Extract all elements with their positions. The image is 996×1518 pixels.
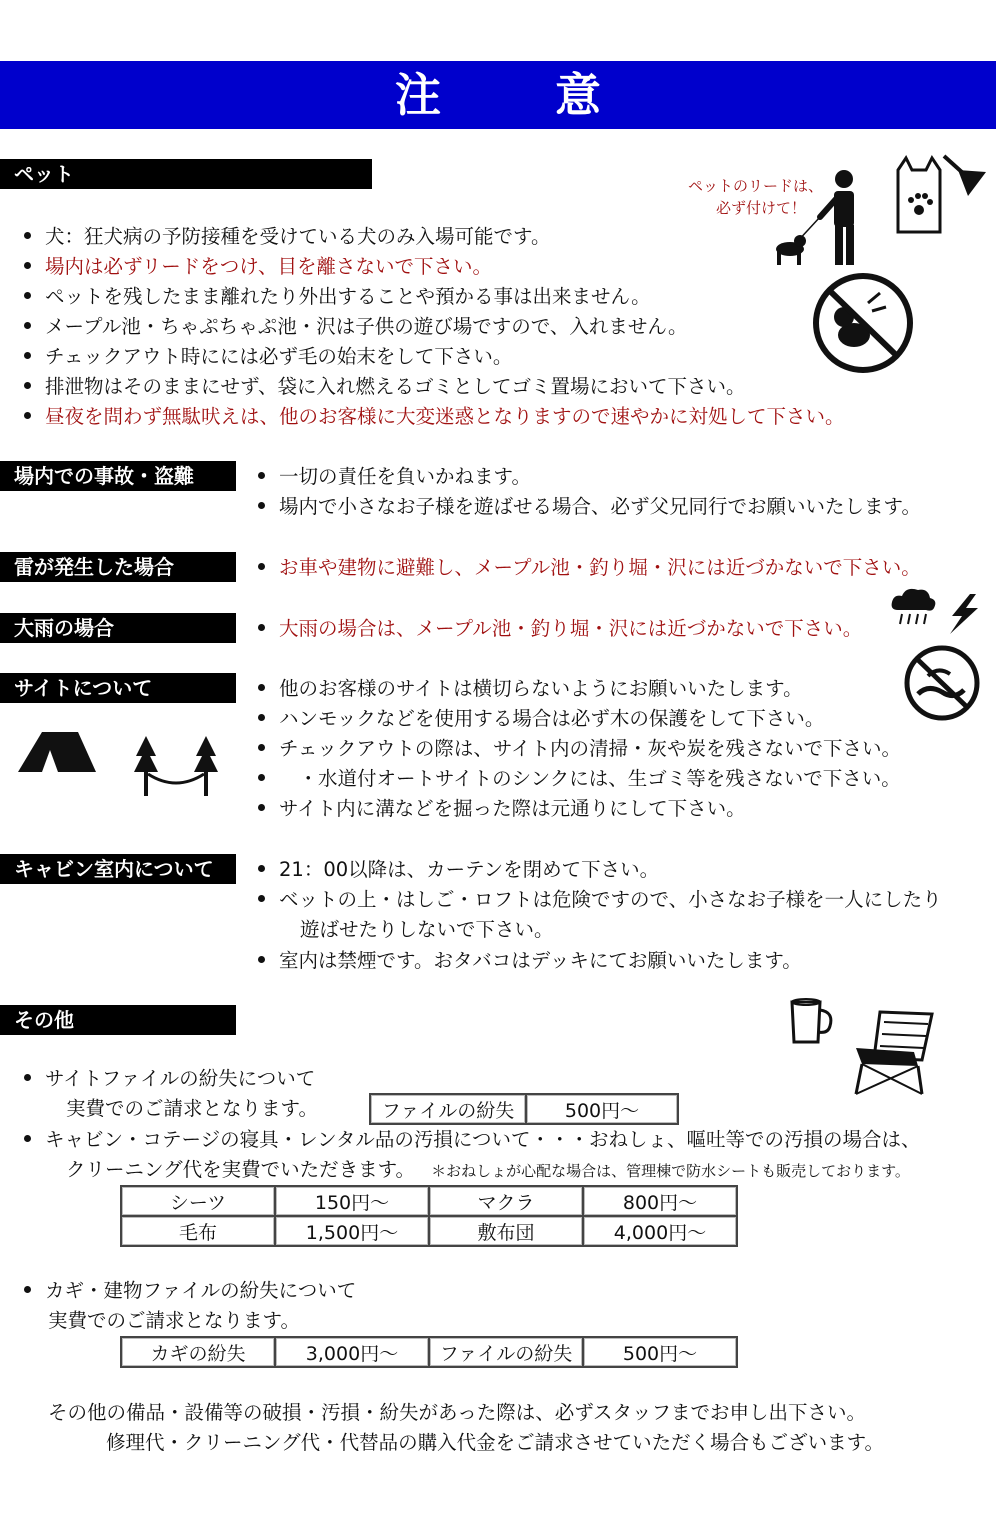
fee-label: ファイルの紛失 [370, 1094, 526, 1124]
cabin-item-text: 室内は禁煙です。おタバコはデッキにてお願いいたします。 [279, 949, 802, 972]
bullet-icon [258, 563, 265, 570]
camp-chair-icon [852, 1008, 936, 1096]
closing-line-1: その他の備品・設備等の破損・汚損・紛失があった際は、必ずスタッフまでお申し出下さい。 [48, 1401, 867, 1424]
bullet-icon [258, 502, 265, 509]
hammock-trees-icon [134, 736, 218, 798]
bullet-icon [24, 322, 31, 329]
site-item [258, 764, 901, 794]
pet-item-text: ペットを残したまま離れたり外出することや預かる事は出来ません。 [45, 285, 651, 308]
rain-item-text: 大雨の場合は、メープル池・釣り堀・沢には近づかないで下さい。 [279, 617, 863, 640]
pet-item-text: 犬：狂犬病の予防接種を受けている犬のみ入場可能です。 [45, 225, 551, 248]
site-item-text: ・水道付オートサイトのシンクには、生ゴミ等を残さないで下さい。 [279, 767, 901, 790]
table-cell: 毛布 [121, 1216, 275, 1246]
pet-callout-line-1: ペットのリードは、 [688, 177, 824, 195]
section-heading-rain: 大雨の場合 [0, 613, 236, 643]
table-cell: 1,500円～ [275, 1216, 429, 1246]
site-item-text: サイト内に溝などを掘った際は元通りにして下さい。 [279, 797, 746, 820]
section-heading-accident: 場内での事故・盗難 [0, 461, 236, 491]
dog-walker-icon [770, 165, 870, 270]
bedding-fee-table [120, 1185, 738, 1247]
bullet-icon [258, 744, 265, 751]
bedding-sub-text: クリーニング代を実費でいただきます。 [66, 1158, 416, 1181]
pet-item-text: チェックアウト時にには必ず毛の始末をして下さい。 [45, 345, 513, 368]
site-file-sub: 実費でのご請求となります。 [66, 1097, 318, 1120]
pet-item [24, 372, 745, 402]
other-item [24, 1125, 920, 1155]
cabin-item [258, 855, 659, 885]
bullet-icon [24, 232, 31, 239]
fee-value: 500円～ [526, 1094, 678, 1124]
other-item [24, 1276, 356, 1306]
site-item [258, 794, 746, 824]
bullet-icon [24, 1135, 31, 1142]
thunder-item-text: お車や建物に避難し、メープル池・釣り堀・沢には近づかないで下さい。 [279, 556, 921, 579]
site-item-text: チェックアウトの際は、サイト内の清掃・灰や炭を残さないで下さい。 [279, 737, 902, 760]
pet-item-text: 昼夜を問わず無駄吠えは、他のお客様に大変迷惑となりますので速やかに対処して下さい。 [45, 405, 845, 428]
key-sub: 実費でのご請求となります。 [48, 1309, 300, 1332]
closing-line-2: 修理代・クリーニング代・代替品の購入代金をご請求させていただく場合もございます。 [106, 1431, 885, 1454]
table-row [121, 1186, 737, 1216]
cabin-item-text: 21：00以降は、カーテンを閉めて下さい。 [279, 858, 660, 881]
mug-icon [786, 996, 840, 1046]
no-stream-icon [898, 644, 988, 722]
table-cell: 500円～ [583, 1337, 737, 1367]
section-heading-pet: ペット [0, 159, 372, 189]
bedding-sub [66, 1155, 910, 1185]
bullet-icon [258, 865, 265, 872]
bullet-icon [24, 292, 31, 299]
pet-item [24, 222, 550, 252]
bullet-icon [258, 804, 265, 811]
accident-item [258, 462, 531, 492]
table-row [121, 1337, 737, 1367]
bullet-icon [258, 472, 265, 479]
section-heading-cabin: キャビン室内について [0, 854, 236, 884]
other-item [24, 1064, 315, 1094]
site-item-text: 他のお客様のサイトは横切らないようにお願いいたします。 [279, 677, 803, 700]
bedding-note: ＊おねしょが心配な場合は、管理棟で防水シートも販売しております。 [431, 1162, 910, 1180]
title-char-1: 注 [395, 68, 441, 122]
site-item [258, 674, 803, 704]
pet-callout-line-2: 必ず付けて！ [716, 199, 807, 217]
table-cell: シーツ [121, 1186, 275, 1216]
pet-item-text: 排泄物はそのままにせず、袋に入れ燃えるゴミとしてゴミ置場において下さい。 [45, 375, 746, 398]
table-cell: 敷布団 [429, 1216, 583, 1246]
pet-item [24, 282, 651, 312]
bullet-icon [24, 1074, 31, 1081]
table-cell: カギの紛失 [121, 1337, 275, 1367]
cabin-item-continuation: 遊ばせたりしないで下さい。 [300, 918, 554, 941]
pet-item [24, 312, 688, 342]
bullet-icon [24, 352, 31, 359]
section-heading-thunder: 雷が発生した場合 [0, 552, 236, 582]
pet-item [24, 252, 492, 282]
pet-item-text: 場内は必ずリードをつけ、目を離さないで下さい。 [45, 255, 492, 278]
table-cell: 150円～ [275, 1186, 429, 1216]
bullet-icon [24, 262, 31, 269]
cabin-item-text: ベットの上・はしご・ロフトは危険ですので、小さなお子様を一人にしたり [279, 888, 942, 911]
cabin-item [258, 946, 802, 976]
page-title [0, 61, 996, 129]
section-heading-other: その他 [0, 1005, 236, 1035]
accident-item-text: 一切の責任を負いかねます。 [279, 465, 531, 488]
rain-item [258, 614, 862, 644]
pet-item [24, 402, 845, 432]
accident-item-text: 場内で小さなお子様を遊ばせる場合、必ず父兄同行でお願いいたします。 [279, 495, 921, 518]
bullet-icon [258, 684, 265, 691]
bullet-icon [24, 412, 31, 419]
accident-item [258, 492, 921, 522]
site-item-text: ハンモックなどを使用する場合は必ず木の保護をして下さい。 [279, 707, 825, 730]
key-fee-table [120, 1336, 738, 1368]
table-cell: マクラ [429, 1186, 583, 1216]
bullet-icon [258, 895, 265, 902]
bullet-icon [258, 714, 265, 721]
tent-icon [16, 728, 98, 774]
site-item [258, 734, 901, 764]
trash-bag-scoop-icon [890, 148, 994, 240]
bullet-icon [258, 774, 265, 781]
bedding-title: キャビン・コテージの寝具・レンタル品の汚損について・・・おねしょ、嘔吐等での汚損の場合は、 [45, 1128, 921, 1151]
lightning-icon [944, 594, 982, 634]
no-dog-barking-icon [806, 273, 920, 373]
bullet-icon [258, 624, 265, 631]
table-cell: ファイルの紛失 [429, 1337, 583, 1367]
thunder-item [258, 553, 921, 583]
table-row [121, 1216, 737, 1246]
key-title: カギ・建物ファイルの紛失について [45, 1279, 357, 1302]
site-file-fee-table [369, 1093, 679, 1125]
bullet-icon [24, 382, 31, 389]
rain-cloud-icon [888, 586, 938, 628]
bullet-icon [24, 1286, 31, 1293]
section-heading-site: サイトについて [0, 673, 236, 703]
bullet-icon [258, 956, 265, 963]
title-char-2: 意 [555, 68, 601, 122]
table-cell: 4,000円～ [583, 1216, 737, 1246]
cabin-item [258, 885, 942, 915]
pet-item [24, 342, 512, 372]
site-item [258, 704, 824, 734]
site-file-title: サイトファイルの紛失について [45, 1067, 316, 1090]
pet-item-text: メープル池・ちゃぷちゃぷ池・沢は子供の遊び場ですので、入れません。 [45, 315, 688, 338]
table-cell: 3,000円～ [275, 1337, 429, 1367]
table-cell: 800円～ [583, 1186, 737, 1216]
